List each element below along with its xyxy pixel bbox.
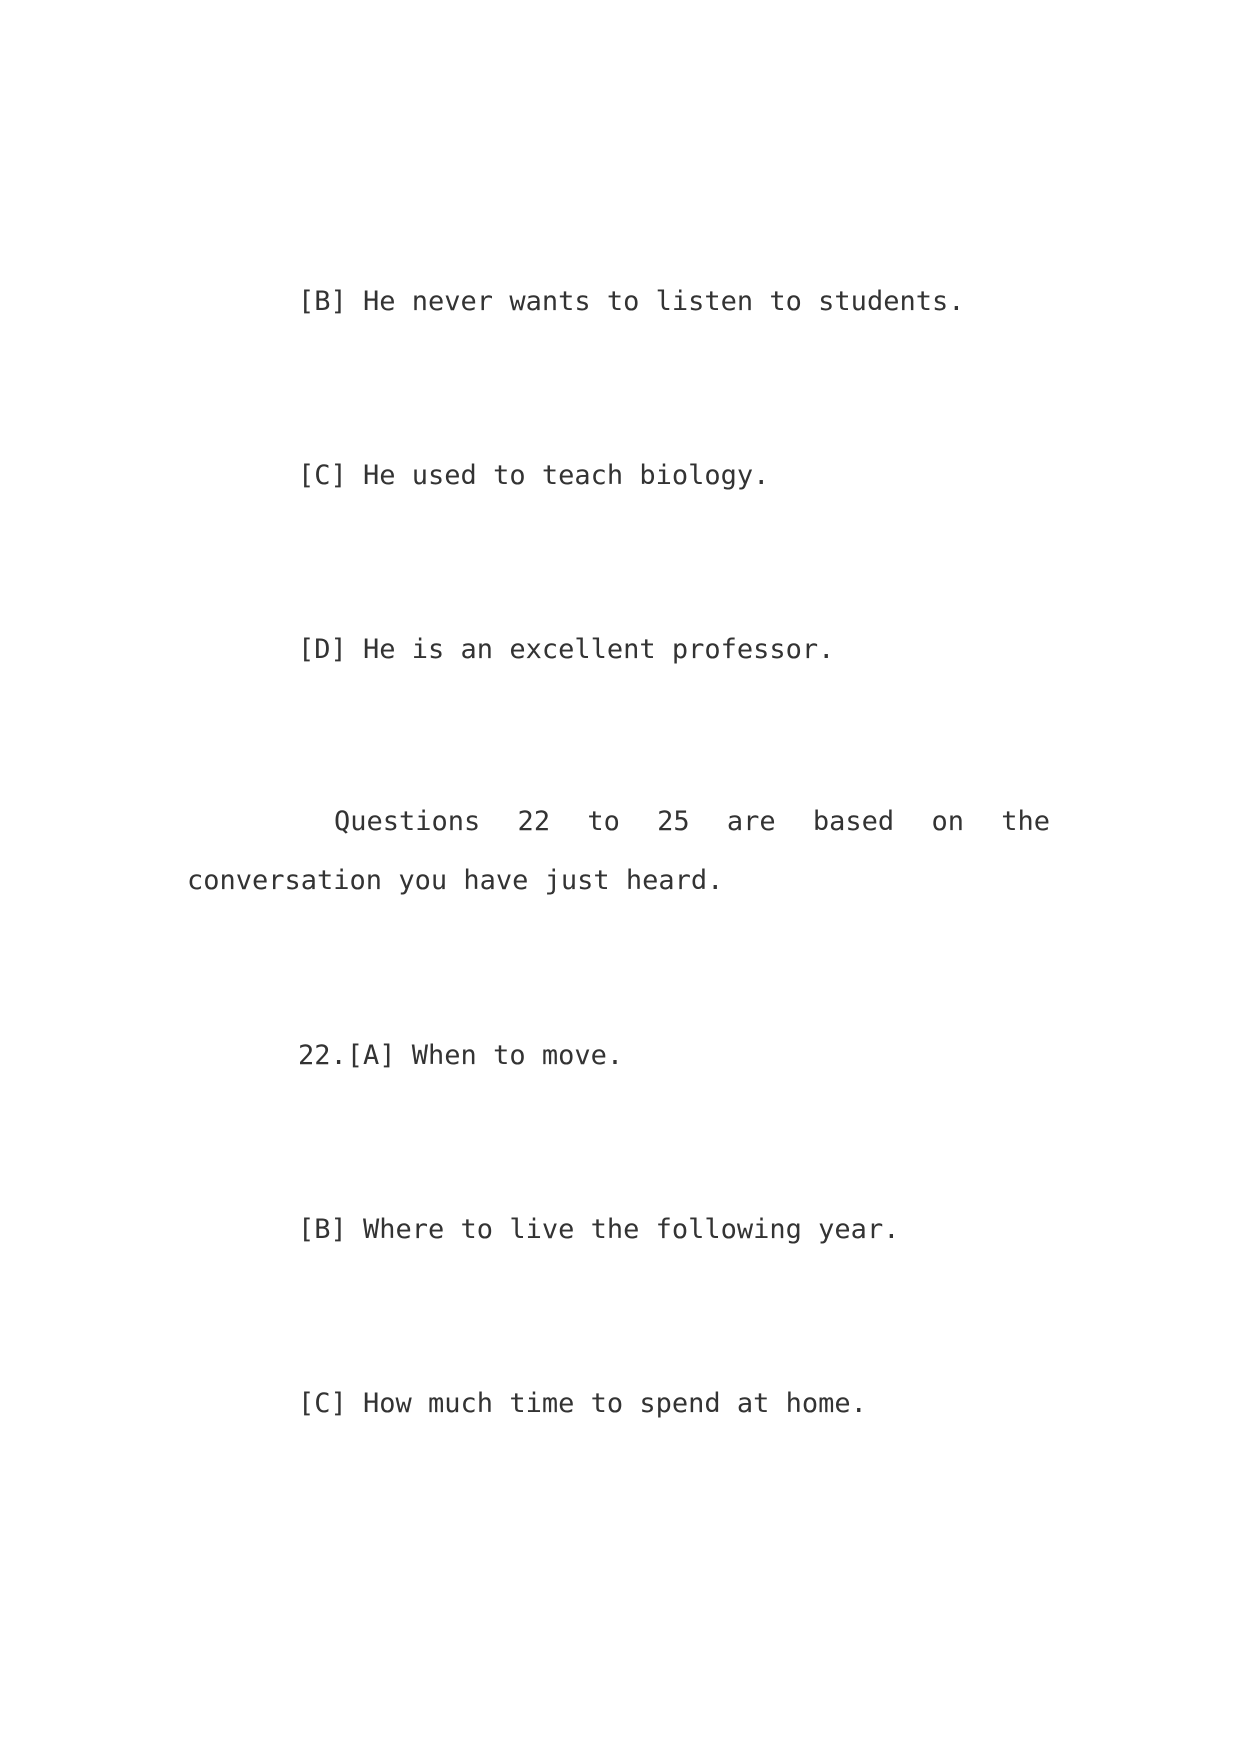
question-22-option-a: 22.[A] When to move. [298, 1040, 624, 1071]
option-b-q21: [B] He never wants to listen to students. [298, 286, 965, 317]
option-c-q21: [C] He used to teach biology. [298, 460, 770, 491]
section-intro-line2: conversation you have just heard. [187, 865, 724, 896]
section-intro [187, 792, 1050, 910]
section-intro-line1: Questions 22 to 25 are based on the [334, 806, 1050, 837]
option-d-q21: [D] He is an excellent professor. [298, 634, 835, 665]
question-22-option-c: [C] How much time to spend at home. [298, 1388, 867, 1419]
question-22-option-b: [B] Where to live the following year. [298, 1214, 900, 1245]
